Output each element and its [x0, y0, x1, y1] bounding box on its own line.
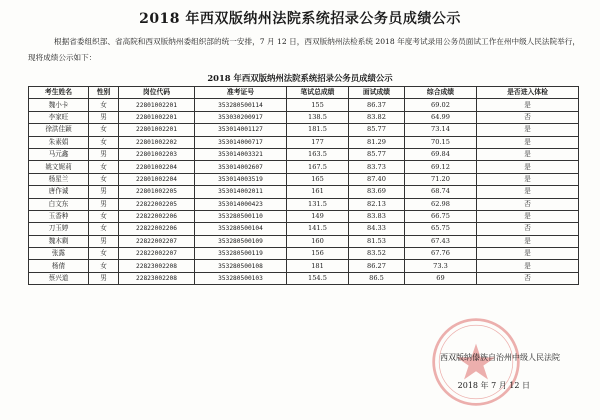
cell-total-score: 66.75 — [405, 210, 477, 222]
cell-post-code: 22822002207 — [119, 235, 195, 247]
cell-physical-exam: 是 — [477, 210, 579, 222]
table-row — [29, 210, 579, 222]
cell-name: 魏木剩 — [29, 235, 89, 247]
intro-paragraph: 根据省委组织部、省高院和西双版纳州委组织部的统一安排，7 月 12 日，西双版纳州法检系统 2018 年度考试录用公务员面试工作在州中级人民法院举行，现将成绩公示如下： — [28, 37, 580, 62]
cell-post-code: 22801002201 — [119, 124, 195, 136]
cell-name: 张露 — [29, 248, 89, 260]
table-row — [29, 186, 579, 198]
table-body — [29, 99, 579, 285]
table-row — [29, 235, 579, 247]
table-row — [29, 248, 579, 260]
cell-ticket-number: 353014002011 — [195, 186, 287, 198]
cell-ticket-number: 353280500104 — [195, 223, 287, 235]
cell-ticket-number: 353030200917 — [195, 111, 287, 123]
cell-written-score: 138.5 — [287, 111, 349, 123]
cell-name: 刀玉婷 — [29, 223, 89, 235]
issuer-signature: 西双版纳傣族自治州中级人民法院 — [440, 353, 560, 362]
cell-post-code: 22822002206 — [119, 210, 195, 222]
cell-post-code: 22801002201 — [119, 99, 195, 111]
table-row — [29, 148, 579, 160]
table-row — [29, 99, 579, 111]
cell-post-code: 22822002207 — [119, 248, 195, 260]
cell-written-score: 167.5 — [287, 161, 349, 173]
cell-name: 马元鑫 — [29, 148, 89, 160]
cell-ticket-number: 353014003519 — [195, 173, 287, 185]
cell-gender: 女 — [89, 210, 119, 222]
cell-total-score: 67.76 — [405, 248, 477, 260]
cell-total-score: 65.75 — [405, 223, 477, 235]
cell-interview-score: 83.69 — [349, 186, 405, 198]
cell-ticket-number: 353014002607 — [195, 161, 287, 173]
cell-physical-exam: 是 — [477, 148, 579, 160]
cell-total-score: 64.99 — [405, 111, 477, 123]
cell-interview-score: 81.53 — [349, 235, 405, 247]
cell-interview-score: 83.83 — [349, 210, 405, 222]
cell-post-code: 22801002202 — [119, 136, 195, 148]
cell-ticket-number: 353280500108 — [195, 260, 287, 272]
cell-gender: 女 — [89, 223, 119, 235]
cell-written-score: 181 — [287, 260, 349, 272]
cell-interview-score: 87.40 — [349, 173, 405, 185]
cell-post-code: 22823002208 — [119, 272, 195, 284]
cell-ticket-number: 353280500103 — [195, 272, 287, 284]
cell-physical-exam: 否 — [477, 198, 579, 210]
cell-total-score: 62.98 — [405, 198, 477, 210]
cell-physical-exam: 是 — [477, 136, 579, 148]
cell-gender: 女 — [89, 124, 119, 136]
table-header-row — [29, 87, 579, 99]
cell-ticket-number: 353280500109 — [195, 235, 287, 247]
table-row — [29, 136, 579, 148]
cell-gender: 女 — [89, 161, 119, 173]
cell-interview-score: 81.29 — [349, 136, 405, 148]
cell-total-score: 70.15 — [405, 136, 477, 148]
cell-ticket-number: 353280500119 — [195, 248, 287, 260]
cell-gender: 男 — [89, 186, 119, 198]
table-row — [29, 260, 579, 272]
cell-name: 徐洪佳颖 — [29, 124, 89, 136]
cell-physical-exam: 是 — [477, 161, 579, 173]
scores-table — [28, 86, 579, 285]
cell-post-code: 22801002201 — [119, 111, 195, 123]
cell-interview-score: 86.27 — [349, 260, 405, 272]
cell-ticket-number: 353014001127 — [195, 124, 287, 136]
header-written-score: 笔试总成绩 — [287, 87, 349, 99]
cell-post-code: 22801002204 — [119, 161, 195, 173]
cell-total-score: 69.84 — [405, 148, 477, 160]
cell-physical-exam: 否 — [477, 111, 579, 123]
header-name: 考生姓名 — [29, 87, 89, 99]
header-total-score: 综合成绩 — [405, 87, 477, 99]
cell-written-score: 156 — [287, 248, 349, 260]
issue-date: 2018 年 7 月 12 日 — [457, 381, 530, 390]
table-row — [29, 198, 579, 210]
cell-name: 朱素娟 — [29, 136, 89, 148]
cell-ticket-number: 353014000423 — [195, 198, 287, 210]
table-title: 2018 年西双版纳州法院系统招录公务员成绩公示 — [207, 73, 393, 83]
cell-written-score: 161 — [287, 186, 349, 198]
cell-written-score: 131.5 — [287, 198, 349, 210]
header-interview-score: 面试成绩 — [349, 87, 405, 99]
table-row — [29, 272, 579, 284]
cell-physical-exam: 否 — [477, 223, 579, 235]
cell-written-score: 181.5 — [287, 124, 349, 136]
cell-physical-exam: 是 — [477, 124, 579, 136]
cell-post-code: 22822002205 — [119, 198, 195, 210]
cell-gender: 女 — [89, 99, 119, 111]
cell-interview-score: 84.33 — [349, 223, 405, 235]
cell-gender: 男 — [89, 111, 119, 123]
cell-gender: 男 — [89, 235, 119, 247]
cell-total-score: 69.02 — [405, 99, 477, 111]
cell-gender: 男 — [89, 272, 119, 284]
table-row — [29, 124, 579, 136]
cell-gender: 男 — [89, 198, 119, 210]
document-title: 2018 年西双版纳州法院系统招录公务员成绩公示 — [139, 11, 461, 27]
cell-written-score: 141.5 — [287, 223, 349, 235]
cell-interview-score: 86.37 — [349, 99, 405, 111]
cell-gender: 女 — [89, 248, 119, 260]
cell-physical-exam: 是 — [477, 99, 579, 111]
cell-physical-exam: 是 — [477, 173, 579, 185]
cell-interview-score: 82.13 — [349, 198, 405, 210]
cell-interview-score: 86.5 — [349, 272, 405, 284]
cell-physical-exam: 是 — [477, 186, 579, 198]
table-row — [29, 111, 579, 123]
header-physical-exam: 是否进入体检 — [477, 87, 579, 99]
cell-ticket-number: 353280500110 — [195, 210, 287, 222]
cell-post-code: 22801002203 — [119, 148, 195, 160]
cell-name: 杨星兰 — [29, 173, 89, 185]
cell-written-score: 160 — [287, 235, 349, 247]
cell-total-score: 73.14 — [405, 124, 477, 136]
cell-name: 姚文娓莉 — [29, 161, 89, 173]
cell-total-score: 69.12 — [405, 161, 477, 173]
cell-written-score: 154.5 — [287, 272, 349, 284]
cell-physical-exam: 否 — [477, 272, 579, 284]
cell-post-code: 22801002204 — [119, 173, 195, 185]
cell-written-score: 163.5 — [287, 148, 349, 160]
cell-written-score: 165 — [287, 173, 349, 185]
cell-name: 杨倩 — [29, 260, 89, 272]
cell-physical-exam: 是 — [477, 248, 579, 260]
cell-post-code: 22823002208 — [119, 260, 195, 272]
cell-interview-score: 83.82 — [349, 111, 405, 123]
cell-total-score: 71.20 — [405, 173, 477, 185]
cell-name: 唐作诚 — [29, 186, 89, 198]
header-gender: 性别 — [89, 87, 119, 99]
cell-ticket-number: 353280500114 — [195, 99, 287, 111]
cell-physical-exam: 是 — [477, 235, 579, 247]
cell-interview-score: 85.77 — [349, 124, 405, 136]
cell-written-score: 155 — [287, 99, 349, 111]
cell-total-score: 73.3 — [405, 260, 477, 272]
cell-post-code: 22801002205 — [119, 186, 195, 198]
cell-total-score: 68.74 — [405, 186, 477, 198]
cell-interview-score: 85.77 — [349, 148, 405, 160]
cell-gender: 女 — [89, 260, 119, 272]
cell-interview-score: 83.52 — [349, 248, 405, 260]
cell-physical-exam: 是 — [477, 260, 579, 272]
cell-gender: 男 — [89, 148, 119, 160]
cell-name: 蔡兴道 — [29, 272, 89, 284]
cell-name: 魏小卡 — [29, 99, 89, 111]
cell-name: 白文东 — [29, 198, 89, 210]
cell-interview-score: 83.73 — [349, 161, 405, 173]
cell-gender: 女 — [89, 173, 119, 185]
cell-total-score: 69 — [405, 272, 477, 284]
cell-ticket-number: 353014000717 — [195, 136, 287, 148]
cell-written-score: 149 — [287, 210, 349, 222]
cell-gender: 女 — [89, 136, 119, 148]
cell-ticket-number: 353014003321 — [195, 148, 287, 160]
header-ticket-number: 准考证号 — [195, 87, 287, 99]
cell-total-score: 67.43 — [405, 235, 477, 247]
cell-post-code: 22822002206 — [119, 223, 195, 235]
table-row — [29, 161, 579, 173]
table-row — [29, 223, 579, 235]
cell-written-score: 177 — [287, 136, 349, 148]
cell-name: 李家旺 — [29, 111, 89, 123]
cell-name: 玉香种 — [29, 210, 89, 222]
header-post-code: 岗位代码 — [119, 87, 195, 99]
table-row — [29, 173, 579, 185]
